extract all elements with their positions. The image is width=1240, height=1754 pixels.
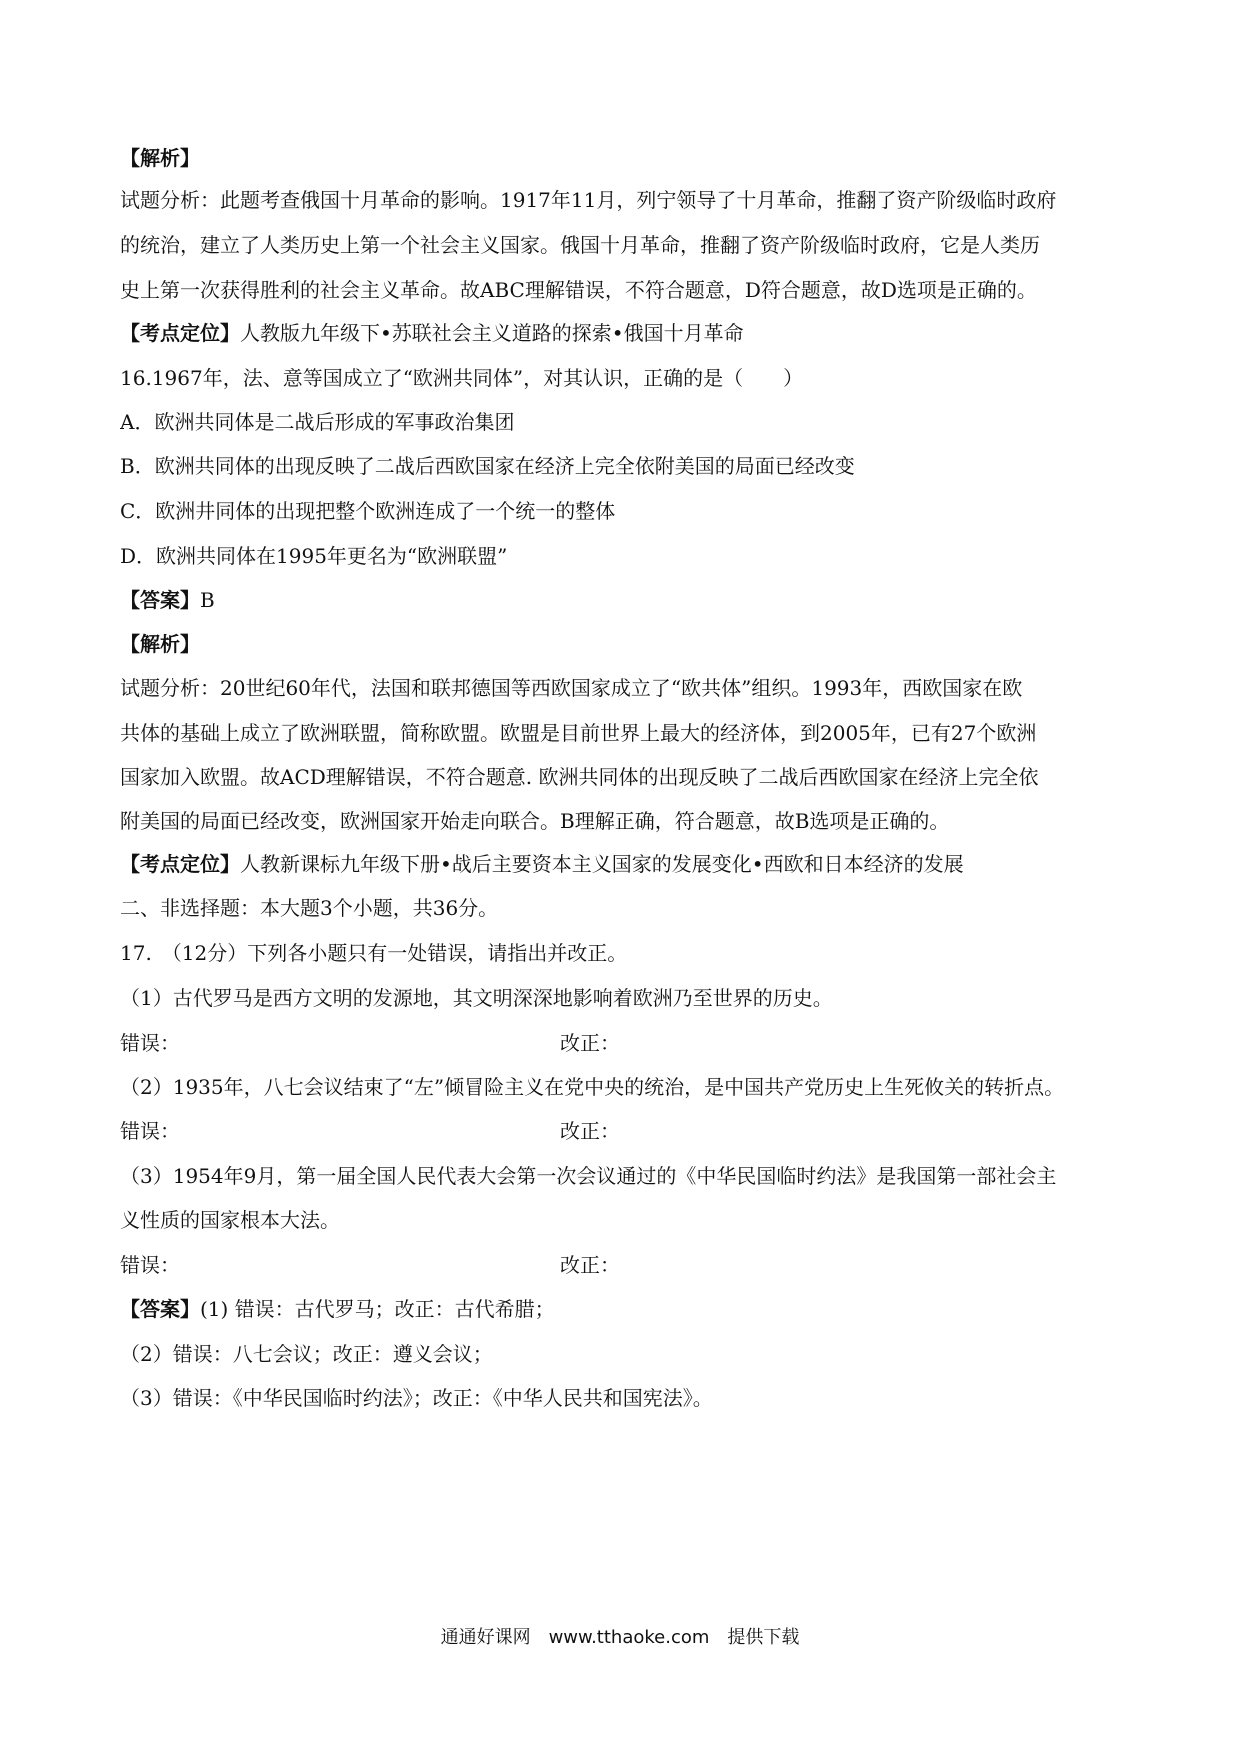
knowledge-point — [120, 318, 1130, 348]
error-label: 错误： — [120, 1253, 180, 1277]
analysis-heading: 【解析】 — [120, 146, 200, 170]
sub-question-3: （3）1954年9月，第一届全国人民代表大会第一次会议通过的《中华民国临时约法》是我国第一部社会主 — [120, 1164, 1057, 1188]
analysis-line: 附美国的局面已经改变，欧洲国家开始走向联合。B理解正确，符合题意，故B选项是正确的。 — [120, 809, 950, 833]
option-c: C．欧洲井同体的出现把整个欧洲连成了一个统一的整体 — [120, 499, 616, 523]
fill-in-row — [120, 1116, 1130, 1146]
fill-in-row — [120, 1028, 1130, 1058]
analysis-line: 史上第一次获得胜利的社会主义革命。故ABC理解错误，不符合题意，D符合题意，故D选项是正确的。 — [120, 278, 1037, 302]
analysis-label — [120, 143, 1130, 173]
section-heading: 二、非选择题：本大题3个小题，共36分。 — [120, 896, 499, 920]
sub-question-2: （2）1935年，八七会议结束了“左”倾冒险主义在党中央的统治，是中国共产党历史上生死攸关的转折点。 — [120, 1075, 1065, 1099]
knowledge-point-label: 【考点定位】 — [120, 321, 240, 345]
knowledge-point-text: 人教版九年级下•苏联社会主义道路的探索•俄国十月革命 — [240, 321, 744, 345]
error-label: 错误： — [120, 1119, 180, 1143]
knowledge-point — [120, 849, 1130, 879]
error-label: 错误： — [120, 1031, 180, 1055]
question-16-stem: 16.1967年，法、意等国成立了“欧洲共同体”，对其认识，正确的是（ ） — [120, 366, 804, 390]
analysis-line: 共体的基础上成立了欧洲联盟，简称欧盟。欧盟是目前世界上最大的经济体，到2005年，已有27个欧洲 — [120, 721, 1037, 745]
question-17-stem: 17. （12分）下列各小题只有一处错误，请指出并改正。 — [120, 941, 628, 965]
analysis-heading: 【解析】 — [120, 632, 200, 656]
correct-label: 改正： — [560, 1031, 620, 1055]
answer — [120, 1294, 1130, 1324]
analysis-line: 试题分析：此题考查俄国十月革命的影响。1917年11月，列宁领导了十月革命，推翻了资产阶级临时政府 — [120, 188, 1057, 212]
knowledge-point-label: 【考点定位】 — [120, 852, 240, 876]
analysis-line: 试题分析：20世纪60年代，法国和联邦德国等西欧国家成立了“欧共体”组织。1993年，西欧国家在欧 — [120, 676, 1023, 700]
analysis-label — [120, 629, 1130, 659]
knowledge-point-text: 人教新课标九年级下册•战后主要资本主义国家的发展变化•西欧和日本经济的发展 — [240, 852, 964, 876]
answer — [120, 585, 1130, 615]
answer-label: 【答案】 — [120, 1297, 200, 1321]
analysis-line: 的统治，建立了人类历史上第一个社会主义国家。俄国十月革命，推翻了资产阶级临时政府，它是人类历 — [120, 233, 1040, 257]
answer-line: (1) 错误：古代罗马；改正：古代希腊； — [200, 1297, 555, 1321]
option-b: B．欧洲共同体的出现反映了二战后西欧国家在经济上完全依附美国的局面已经改变 — [120, 454, 855, 478]
fill-in-row — [120, 1250, 1130, 1280]
sub-question-3-cont: 义性质的国家根本大法。 — [120, 1208, 340, 1232]
answer-line: （2）错误：八七会议；改正：遵义会议； — [120, 1342, 493, 1366]
page-footer: 通通好课网 www.tthaoke.com 提供下载 — [440, 1627, 800, 1648]
analysis-line: 国家加入欧盟。故ACD理解错误，不符合题意. 欧洲共同体的出现反映了二战后西欧国家在经济上完全依 — [120, 765, 1039, 789]
correct-label: 改正： — [560, 1119, 620, 1143]
sub-question-1: （1）古代罗马是西方文明的发源地，其文明深深地影响着欧洲乃至世界的历史。 — [120, 986, 833, 1010]
option-a: A．欧洲共同体是二战后形成的军事政治集团 — [120, 410, 515, 434]
answer-label: 【答案】 — [120, 588, 200, 612]
option-d: D．欧洲共同体在1995年更名为“欧洲联盟” — [120, 544, 508, 568]
correct-label: 改正： — [560, 1253, 620, 1277]
answer-value: B — [200, 588, 215, 612]
answer-line: （3）错误：《中华民国临时约法》；改正：《中华人民共和国宪法》。 — [120, 1386, 713, 1410]
